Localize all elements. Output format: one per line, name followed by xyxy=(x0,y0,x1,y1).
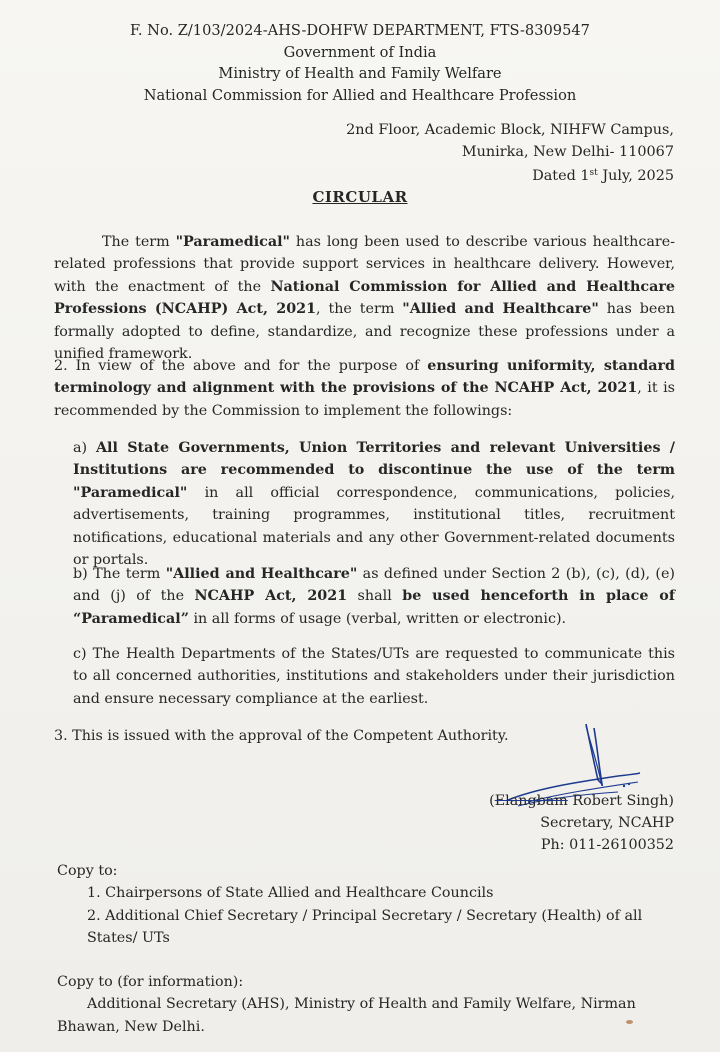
paragraph-3: 3. This is issued with the approval of the Competent Authority. xyxy=(54,728,509,744)
copy-info-block xyxy=(57,971,687,1038)
letter-header xyxy=(0,20,720,106)
file-number: F. No. Z/103/2024-AHS-DOHFW DEPARTMENT, FTS-8309547 xyxy=(130,22,590,39)
ministry-line: Ministry of Health and Family Welfare xyxy=(218,65,502,82)
address-line-1: 2nd Floor, Academic Block, NIHFW Campus, xyxy=(346,122,674,138)
date-line: Dated 1st July, 2025 xyxy=(532,168,674,184)
copy-info-heading: Copy to (for information): xyxy=(57,974,244,990)
circular-title: CIRCULAR xyxy=(312,188,408,206)
copy-to-item-1: 1. Chairpersons of State Allied and Healthcare Councils xyxy=(87,885,494,902)
copy-to-item-2: 2. Additional Chief Secretary / Principal Secretary / Secretary (Health) of all States/ UTs xyxy=(87,907,643,947)
ink-stain xyxy=(626,1020,633,1024)
paragraph-a: a) All State Governments, Union Territories and relevant Universities / Institutions are recommended to discontinue the use of the term "Paramedical" in all official correspondence, communications, policies, advertisements, training programmes, institutional titles, recruitment notifications, educational materials and any other Government-related documents or portals. xyxy=(73,440,675,569)
paragraph-c: c) The Health Departments of the States/UTs are requested to communicate this to all concerned authorities, institutions and stakeholders under their jurisdiction and ensure necessary compliance at the earliest. xyxy=(73,646,675,707)
paragraph-2: 2. In view of the above and for the purpose of ensuring uniformity, standard terminology and alignment with the provisions of the NCAHP Act, 2021, it is recommended by the Commission to implement the followings: xyxy=(54,358,675,419)
paragraph-b: b) The term "Allied and Healthcare" as defined under Section 2 (b), (c), (d), (e) and (j) of the NCAHP Act, 2021 shall be used henceforth in place of “Paramedical” in all forms of usage (verbal, written or electronic). xyxy=(73,566,675,627)
paragraph-1: The term "Paramedical" has long been used to describe various healthcare-related professions that provide support services in healthcare delivery. However, with the enactment of the National Commission for Allied and Healthcare Professions (NCAHP) Act, 2021, the term "Allied and Healthcare" has been formally adopted to define, standardize, and recognize these professions under a unified framework. xyxy=(54,234,675,363)
signatory-designation: Secretary, NCAHP xyxy=(540,815,674,831)
signatory-name: (Elangbam Robert Singh) xyxy=(489,793,674,809)
signatory-phone: Ph: 011-26100352 xyxy=(540,837,674,853)
signatory-block xyxy=(414,790,674,856)
address-line-2: Munirka, New Delhi- 110067 xyxy=(461,143,674,160)
copy-info-line: Additional Secretary (AHS), Ministry of Health and Family Welfare, Nirman Bhawan, New Delhi. xyxy=(57,996,636,1035)
commission-line: National Commission for Allied and Healthcare Profession xyxy=(143,86,577,104)
copy-to-heading: Copy to: xyxy=(57,863,118,879)
government-line: Government of India xyxy=(283,43,437,61)
circular-title-wrap xyxy=(0,188,720,206)
copy-to-block xyxy=(57,860,687,950)
address-block xyxy=(274,120,674,188)
